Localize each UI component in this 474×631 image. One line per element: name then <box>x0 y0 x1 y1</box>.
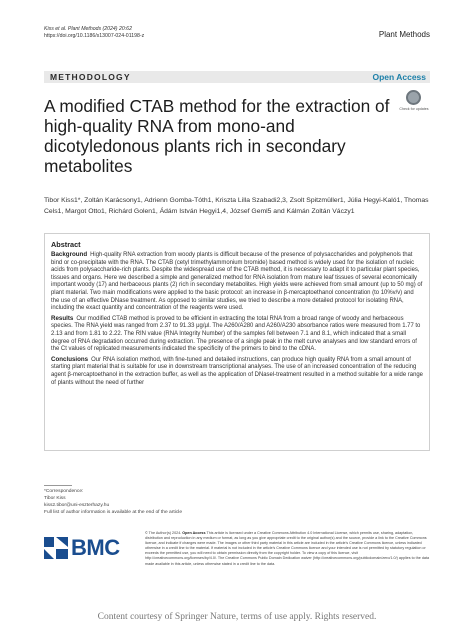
abstract-background <box>51 251 423 313</box>
correspondence-name: Tibor Kiss <box>44 496 66 501</box>
license-text <box>145 531 430 567</box>
open-access-heading: Open Access <box>182 531 206 535</box>
check-updates-label: Check for updates <box>399 107 429 111</box>
correspondence <box>44 488 194 509</box>
citation-line: Kiss et al. Plant Methods (2024) 20:62 <box>44 26 132 32</box>
author-info-note: Full list of author information is available at the end of the article <box>44 510 183 515</box>
check-for-updates-badge[interactable] <box>399 90 429 116</box>
background-text: High-quality RNA extraction from woody plants is difficult because of the presence of polysaccharides and polyphenols that bind or co-precipitate with the RNA. The CTAB (cetyl trimethylammonium bromide) based method is widely used for the isolation of nucleic acids from polysaccharide-rich plants. Despite the widespread use of the CTAB method, it is necessary to adapt it to particular plant species, tissues and organs. Here we described a simple and generalized method for RNA isolation from mature leaf tissues of several economically important woody (17) and herbaceous plants (2) rich in secondary metabolites. High yields were achieved from small amount (up to 50 mg) of plant material. Two main modifications were applied to the basic protocol: an increase in β-mercaptoethanol concentration (to 10%v/v) and the use of an effective DNase treatment. As opposed to similar studies, we tried to describe a more detailed protocol for isolating RNA, including the exact quantity and concentration of the reagents were used. <box>51 252 423 312</box>
abstract-box <box>44 233 430 451</box>
bmc-wordmark: BMC <box>71 535 120 560</box>
bmc-logo <box>44 537 134 559</box>
article-type-banner <box>44 71 430 83</box>
abstract-conclusions <box>51 356 423 387</box>
journal-name: Plant Methods <box>378 30 430 39</box>
article-type: METHODOLOGY <box>50 72 131 82</box>
author-list: Tibor Kiss1*, Zoltán Karácsony1, Adrienn Gomba-Tóth1, Kriszta Lilla Szabadi2,3, Zsolt Spitzmüller1, Júlia Hegyi-Kaló1, Thomas Cels1, Margot Otto1, Richárd Golen1, Ádám István Hegyi1,4, József Geml5 and Kálmán Zoltán Váczy1 <box>44 197 429 215</box>
footnote-divider <box>44 485 72 486</box>
copyright: © The Author(s) 2024. <box>145 531 182 535</box>
conclusions-text: Our RNA isolation method, with fine-tuned and detailed instructions, can produce high quality RNA from a small amount of starting plant material that is suitable for use in downstream transcriptional analyses. The use of an increased concentration of the reducing agent β-mercaptoethanol in the extraction buffer, as well as the application of DNasel-treatment resulted in a method suitable for a wide range of plants without the need of further <box>51 356 423 386</box>
license-body: This article is licensed under a Creative Commons Attribution 4.0 International License, which permits use, sharing, adaptation, distribution and reproduction in any medium or format, as long as you give appropriate credit to the original author(s) and the source, provide a link to the Creative Commons licence, and indicate if changes were made. The images or other third party material in this article are included in the article's Creative Commons licence, unless indicated otherwise in a credit line to the material. If material is not included in the article's Creative Commons licence and your intended use is not permitted by statutory regulation or exceeds the permitted use, you will need to obtain permission directly from the copyright holder. To view a copy of this licence, visit http://creativecommons.org/licenses/by/4.0/. The Creative Commons Public Domain Dedication waiver (http://creativecommons.org/publicdomain/zero/1.0/) applies to the data made available in this article, unless otherwise stated in a credit line to the data. <box>145 531 430 566</box>
springer-footer: Content courtesy of Springer Nature, terms of use apply. Rights reserved. <box>97 612 377 622</box>
bmc-mark-icon <box>44 537 68 559</box>
correspondence-email[interactable]: kiss2.tibor@uni-eszterhazy.hu <box>44 503 110 508</box>
citation-header <box>44 26 144 40</box>
correspondence-label: *Correspondence: <box>44 489 84 494</box>
abstract-heading: Abstract <box>51 240 81 249</box>
open-access-label: Open Access <box>372 72 426 82</box>
doi-link[interactable]: https://doi.org/10.1186/s13007-024-01198-z <box>44 33 145 39</box>
article-title: A modified CTAB method for the extraction of high-quality RNA from mono-and dicotyledonous plants rich in secondary metabolites <box>44 96 390 176</box>
results-text: Our modified CTAB method is proved to be efficient in extracting the total RNA from a broad range of woody and herbaceous species. The RNA yield was ranged from 2.37 to 91.33 μg/μl. The A260/A280 and A260/A230 absorbance ratios were measured from 1.77 to 2.13 and from 1.81 to 2.22. The RIN value (RNA Integrity Number) of the samples fell between 7.1 and 8.1, which indicated that a small degree of RNA degradation occurred during extraction. The presence of a single peak in the melt curve analyses and low standard errors of the Ct values of replicated measurements indicated the specificity of the primers to bind to the cDNA. <box>51 315 421 353</box>
results-label: Results <box>51 314 74 322</box>
background-label: Background <box>51 251 88 258</box>
abstract-results <box>51 315 423 354</box>
check-updates-icon <box>406 90 421 105</box>
conclusions-label: Conclusions <box>51 355 89 363</box>
